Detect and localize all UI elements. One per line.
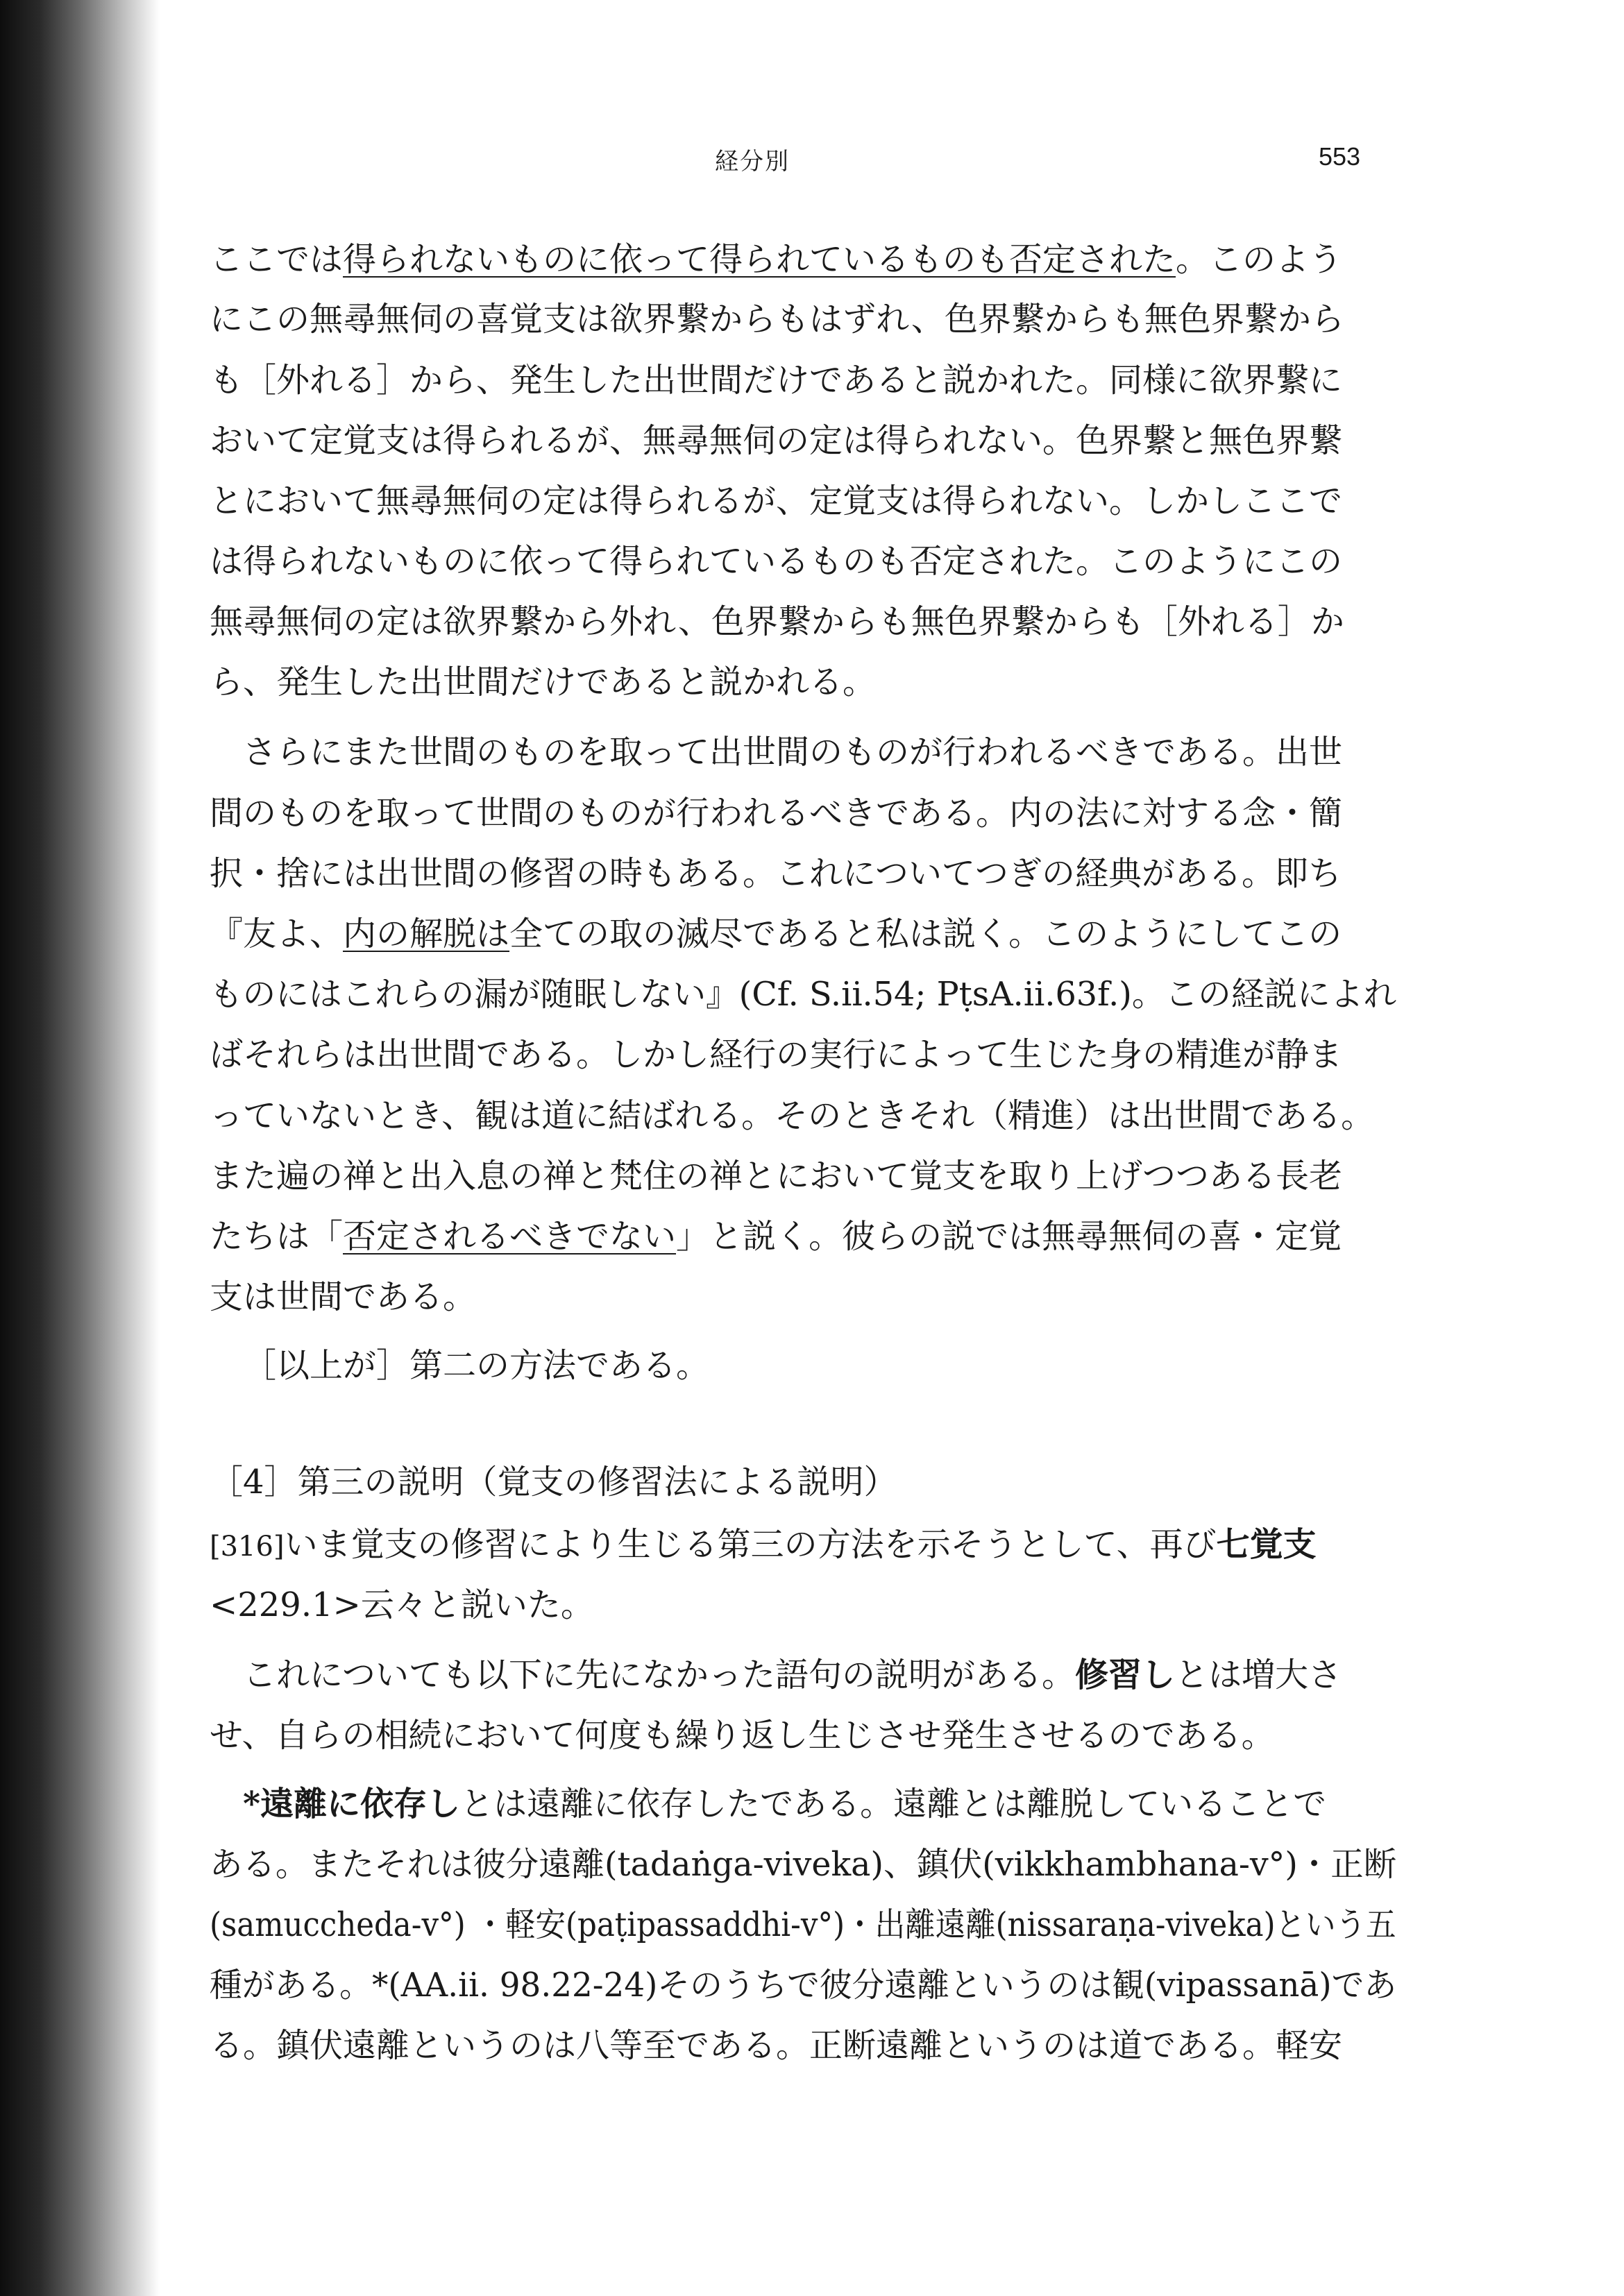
bold-term: *遠離に依存し: [243, 1785, 461, 1823]
paragraph-3-line-1: ［以上が］第二の方法である。: [243, 1346, 710, 1385]
paragraph-2-line-2: 間のものを取って世間のものが行われるべきである。内の法に対する念・簡: [210, 794, 1343, 833]
paragraph-6-line-5: る。鎮伏遠離というのは八等至である。正断遠離というのは道である。軽安: [210, 2026, 1343, 2065]
paragraph-2-line-4: [210, 913, 1342, 955]
text-span: いま覚支の修習により生じる第三の方法を示そうとして、再び: [284, 1525, 1217, 1564]
paragraph-4-line-1: [210, 1524, 1317, 1565]
paragraph-5-line-1: [243, 1654, 1342, 1696]
paragraph-2-line-1: さらにまた世間のものを取って出世間のものが行われるべきである。出世: [243, 733, 1343, 772]
paragraph-2-line-7: っていないとき、観は道に結ばれる。そのときそれ（精進）は出世間である。: [210, 1096, 1375, 1135]
paragraph-2-line-10: 支は世間である。: [210, 1277, 477, 1316]
page-number: 553: [1319, 142, 1361, 171]
paragraph-1-line-6: は得られないものに依って得られているものも否定された。このようにこの: [210, 542, 1343, 581]
binding-shadow: [0, 0, 160, 2296]
bold-term: 七覚支: [1216, 1525, 1317, 1564]
text-span: 」と説く。彼らの説では無尋無伺の喜・定覚: [676, 1217, 1342, 1256]
paragraph-1-line-3: も［外れる］から、発生した出世間だけであると説かれた。同様に欲界繋に: [210, 361, 1343, 400]
paragraph-2-line-6: ばそれらは出世間である。しかし経行の実行によって生じた身の精進が静ま: [210, 1035, 1343, 1074]
paragraph-1-line-7: 無尋無伺の定は欲界繋から外れ、色界繋からも無色界繋からも［外れる］か: [210, 602, 1344, 641]
underlined-phrase: 得られないものに依って得られているものも否定された: [343, 240, 1176, 279]
bold-term: 修習し: [1075, 1656, 1176, 1694]
paragraph-1-line-4: おいて定覚支は得られるが、無尋無伺の定は得られない。色界繋と無色界繋: [210, 421, 1343, 460]
paragraph-1-line-1: [210, 239, 1342, 280]
paragraph-2-line-3: 択・捨には出世間の修習の時もある。これについてつぎの経典がある。即ち: [210, 854, 1342, 893]
paragraph-1-line-8: ら、発生した出世間だけであると説かれる。: [210, 663, 877, 701]
underlined-phrase: 内の解脱は: [343, 915, 510, 953]
text-span: とは遠離に依存したである。遠離とは離脱していることで: [460, 1785, 1327, 1823]
running-header-title: 経分別: [715, 148, 790, 176]
section-heading: ［4］第三の説明（覚支の修習法による説明）: [210, 1463, 897, 1502]
paragraph-6-line-2: ある。またそれは彼分遠離(tadaṅga-viveka)、鎮伏(vikkhambhana-v°)・正断: [210, 1845, 1397, 1884]
paragraph-6-line-1: [243, 1783, 1326, 1825]
text-span: とは増大さ: [1175, 1656, 1342, 1694]
text-span: 全ての取の滅尽であると私は説く。このようにしてこの: [509, 915, 1342, 953]
paragraph-1-line-2: にこの無尋無伺の喜覚支は欲界繋からもはずれ、色界繋からも無色界繋から: [210, 300, 1344, 339]
text-span: 。このよう: [1176, 240, 1343, 279]
reference-marker: [316]: [210, 1531, 285, 1563]
paragraph-1-line-5: とにおいて無尋無伺の定は得られるが、定覚支は得られない。しかしここで: [210, 482, 1343, 520]
text-span: ここでは: [210, 240, 344, 279]
text-span: たちは「: [210, 1217, 344, 1256]
underlined-phrase: 否定されるべきでない: [343, 1217, 677, 1256]
text-span: これについても以下に先になかった語句の説明がある。: [243, 1656, 1076, 1694]
paragraph-2-line-5: ものにはこれらの漏が随眠しない』(Cf. S.ii.54; PṭsA.ii.63f.)。この経説によれ: [210, 975, 1397, 1014]
paragraph-6-line-4: 種がある。*(AA.ii. 98.22-24)そのうちで彼分遠離というのは観(vipassanā)であ: [210, 1966, 1397, 2005]
paragraph-2-line-9: [210, 1216, 1342, 1257]
paragraph-2-line-8: また遍の禅と出入息の禅と梵住の禅とにおいて覚支を取り上げつつある長老: [210, 1157, 1343, 1196]
paragraph-5-line-2: せ、自らの相続において何度も繰り返し生じさせ発生させるのである。: [210, 1716, 1275, 1755]
paragraph-6-line-3: (samuccheda-v°) ・軽安(paṭipassaddhi-v°)・出離遠離(nissaraṇa-viveka)という五: [210, 1905, 1396, 1944]
paragraph-4-line-2: <229.1>云々と説いた。: [210, 1585, 594, 1624]
text-span: 『友よ、: [210, 915, 344, 953]
